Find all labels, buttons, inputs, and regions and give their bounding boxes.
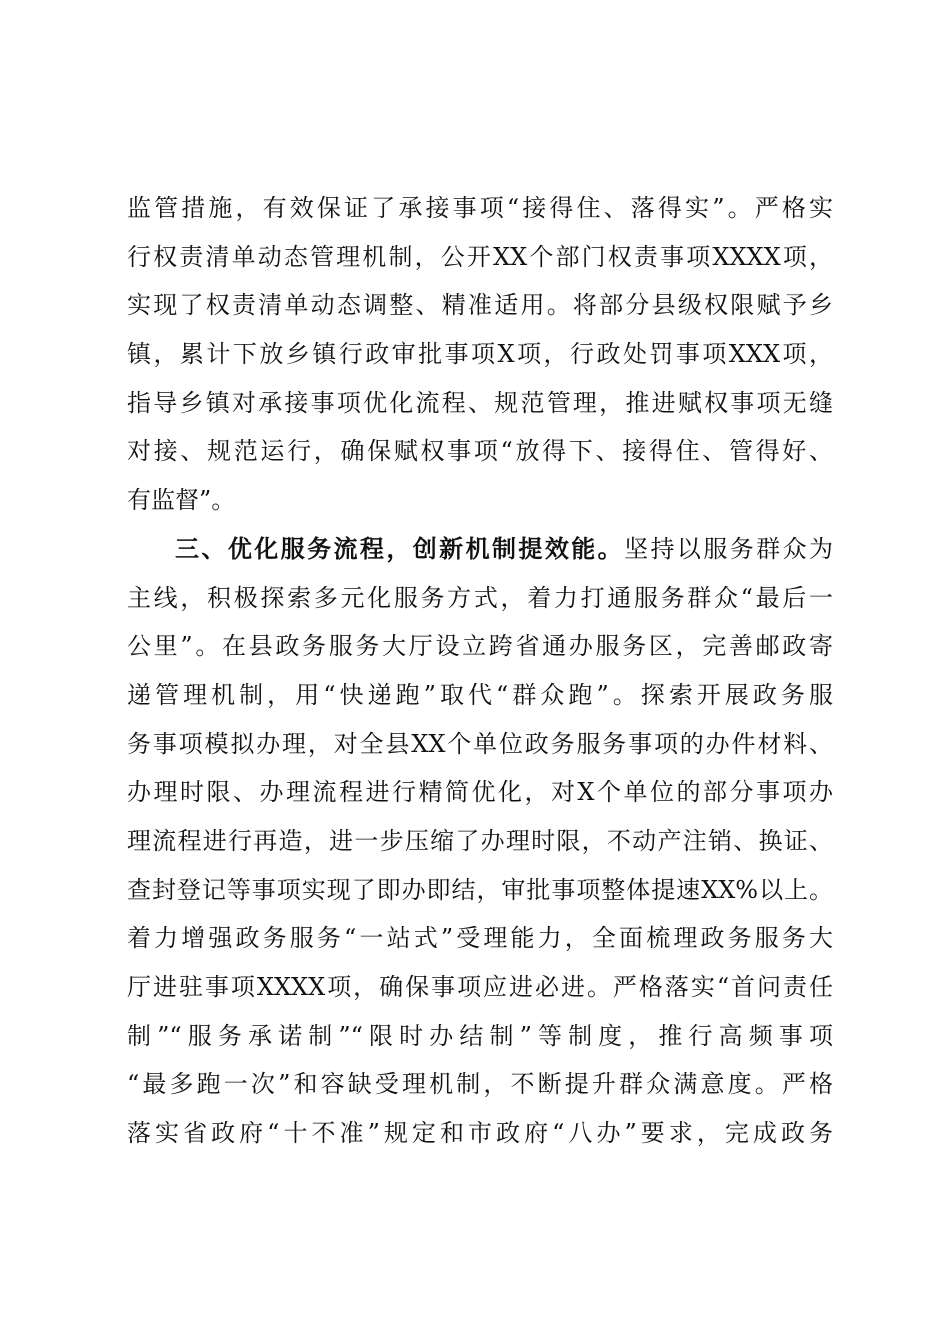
section-heading: 三、优化服务流程，创新机制提效能。: [175, 533, 625, 563]
heading-line-text: 坚持以服务群众为: [624, 534, 834, 563]
text-line: 制”“服务承诺制”“限时办结制”等制度，推行高频事项: [127, 1021, 833, 1050]
text-line: 办理时限、办理流程进行精简优化，对X个单位的部分事项办: [127, 778, 833, 807]
text-line: 指导乡镇对承接事项优化流程、规范管理，推进赋权事项无缝: [127, 388, 833, 417]
text-line: 实现了权责清单动态调整、精准适用。将部分县级权限赋予乡: [127, 291, 833, 320]
text-line: 公里”。在县政务服务大厅设立跨省通办服务区，完善邮政寄: [127, 632, 833, 661]
text-line: 主线，积极探索多元化服务方式，着力打通服务群众“最后一: [127, 583, 833, 612]
text-line: 查封登记等事项实现了即办即结，审批事项整体提速XX%以上。: [127, 875, 833, 904]
text-line: “最多跑一次”和容缺受理机制，不断提升群众满意度。严格: [127, 1070, 833, 1099]
text-line: 递管理机制，用“快递跑”取代“群众跑”。探索开展政务服: [127, 680, 833, 709]
text-line: 行权责清单动态管理机制，公开XX个部门权责事项XXXX项，: [127, 242, 833, 271]
text-line: 落实省政府“十不准”规定和市政府“八办”要求，完成政务: [127, 1119, 833, 1148]
text-line: 着力增强政务服务“一站式”受理能力，全面梳理政务服务大: [127, 924, 833, 953]
text-line: 镇，累计下放乡镇行政审批事项X项，行政处罚事项XXX项，: [127, 340, 833, 369]
text-line: 务事项模拟办理，对全县XX个单位政务服务事项的办件材料、: [127, 729, 833, 758]
paragraph-1: [127, 184, 833, 525]
section-heading-line: [127, 525, 833, 574]
text-line: 有监督”。: [127, 486, 236, 515]
paragraph-2: [127, 525, 833, 1158]
document-body: [127, 184, 833, 1158]
text-line: 监管措施，有效保证了承接事项“接得住、落得实”。严格实: [127, 194, 833, 222]
text-line: 对接、规范运行，确保赋权事项“放得下、接得住、管得好、: [127, 437, 833, 466]
text-line: 理流程进行再造，进一步压缩了办理时限，不动产注销、换证、: [127, 826, 833, 855]
text-line: 厅进驻事项XXXX项，确保事项应进必进。严格落实“首问责任: [127, 973, 833, 1001]
